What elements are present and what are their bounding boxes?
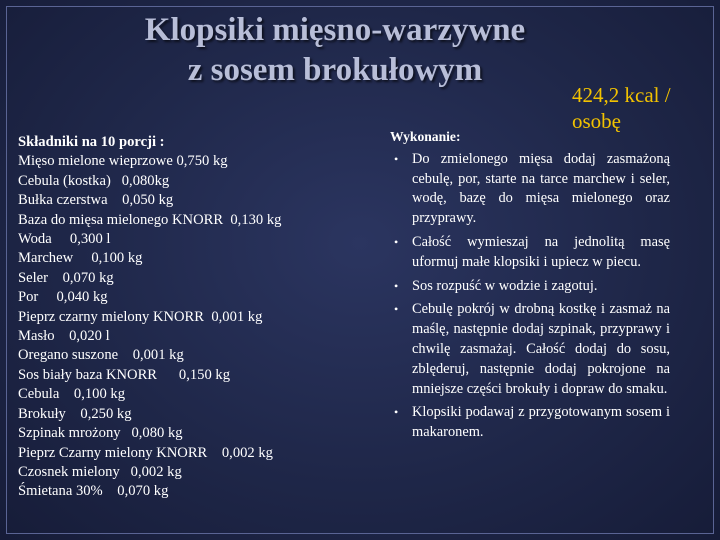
method-step — [390, 150, 670, 229]
method-step-text: Cebulę pokrój w drobną kostkę i zasmaż na maślę, następnie dodaj szpinak, przyprawy i chwilę zasmażaj. Całość dodaj do sosu, zblęderuj, następnie dodaj pokrojone na mniejsze części brokuły i dopraw do smaku. — [412, 301, 670, 397]
bullet-icon: • — [394, 278, 399, 293]
ingredient-item: Seler 0,070 kg — [18, 269, 114, 286]
method-step — [390, 233, 670, 273]
ingredient-item: Śmietana 30% 0,070 kg — [18, 483, 169, 500]
method-step-text: Sos rozpuść w wodzie i zagotuj. — [412, 277, 598, 294]
ingredients-list — [18, 133, 348, 502]
method-step — [390, 403, 670, 443]
calories-value: 424,2 kcal / — [572, 83, 671, 107]
bullet-icon: • — [394, 302, 399, 317]
method-step — [390, 300, 670, 399]
ingredient-item: Cebula 0,100 kg — [18, 386, 126, 403]
method-heading: Wykonanie: — [390, 129, 461, 144]
slide-title — [0, 10, 670, 90]
ingredients-heading: Składniki na 10 porcji : — [18, 134, 165, 150]
ingredient-item: Cebula (kostka) 0,080kg — [18, 172, 170, 189]
ingredient-item: Baza do mięsa mielonego KNORR 0,130 kg — [18, 211, 282, 228]
ingredient-item: Czosnek mielony 0,002 kg — [18, 463, 182, 480]
bullet-icon: • — [394, 151, 399, 166]
ingredient-item: Bułka czerstwa 0,050 kg — [18, 192, 174, 209]
bullet-icon: • — [394, 405, 399, 420]
method-section — [390, 127, 670, 447]
title-line-2: z sosem brokułowym — [187, 52, 483, 88]
method-step — [390, 277, 670, 297]
ingredient-item: Masło 0,020 l — [18, 328, 110, 345]
ingredient-item: Pieprz Czarny mielony KNORR 0,002 kg — [18, 444, 273, 461]
method-steps — [390, 150, 670, 443]
method-step-text: Klopsiki podawaj z przygotowanym sosem i makaronem. — [412, 404, 670, 441]
calories-unit: osobę — [572, 109, 621, 133]
ingredient-item: Woda 0,300 l — [18, 231, 111, 248]
ingredient-item: Sos biały baza KNORR 0,150 kg — [18, 366, 231, 383]
ingredient-item: Szpinak mrożony 0,080 kg — [18, 425, 183, 442]
ingredient-item: Oregano suszone 0,001 kg — [18, 347, 184, 364]
method-step-text: Całość wymieszaj na jednolitą masę uformuj małe klopsiki i upiecz w piecu. — [412, 233, 670, 270]
ingredient-item: Mięso mielone wieprzowe 0,750 kg — [18, 153, 228, 170]
method-step-text: Do zmielonego mięsa dodaj zasmażoną cebulę, por, starte na tarce marchew i seler, wodę, bazę do mięsa mielonego oraz przyprawy. — [412, 150, 670, 227]
title-line-1: Klopsiki mięsno-warzywne — [144, 12, 526, 48]
ingredient-item: Por 0,040 kg — [18, 289, 108, 306]
bullet-icon: • — [394, 234, 399, 249]
ingredient-item: Brokuły 0,250 kg — [18, 405, 132, 422]
ingredient-item: Marchew 0,100 kg — [18, 250, 143, 267]
ingredient-item: Pieprz czarny mielony KNORR 0,001 kg — [18, 308, 263, 325]
